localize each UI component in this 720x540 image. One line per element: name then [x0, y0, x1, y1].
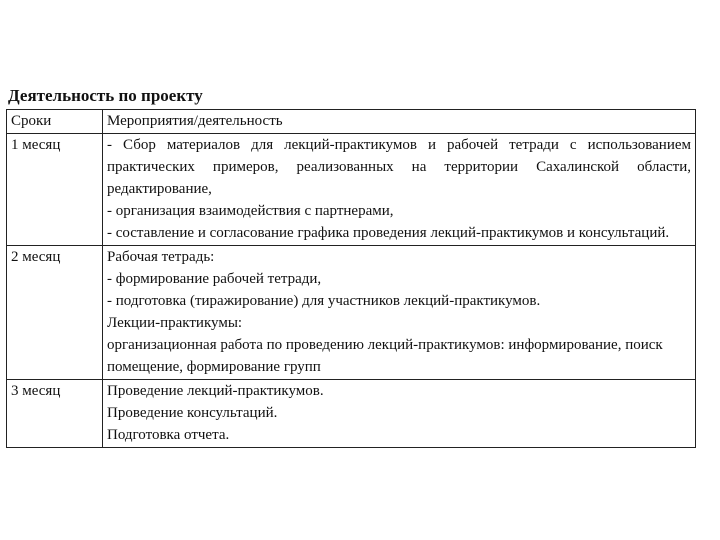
- activity-line: Рабочая тетрадь:: [107, 249, 215, 265]
- term-cell: 1 месяц: [7, 134, 103, 246]
- activities-cell: [103, 134, 696, 246]
- activity-line: Лекции-практикумы:: [107, 315, 243, 331]
- activity-line: - составление и согласование графика проведения лекций-практикумов и консультаций.: [107, 225, 670, 241]
- term-cell: 2 месяц: [7, 246, 103, 380]
- activity-line: - подготовка (тиражирование) для участников лекций-практикумов.: [107, 293, 541, 309]
- activities-cell: [103, 246, 696, 380]
- activity-line: организационная работа по проведению лекций-практикумов: информирование, поиск помещение, формирование групп: [107, 337, 663, 375]
- table-header-row: [7, 110, 696, 134]
- table-row: [7, 246, 696, 380]
- project-activity-table: [6, 109, 696, 448]
- activities-cell: [103, 380, 696, 448]
- activity-line: - организация взаимодействия с партнерами,: [107, 203, 394, 219]
- activity-line: Проведение консультаций.: [107, 405, 278, 421]
- header-term: Сроки: [7, 110, 103, 134]
- table-row: [7, 380, 696, 448]
- table-row: [7, 134, 696, 246]
- header-activities: Мероприятия/деятельность: [103, 110, 696, 134]
- activity-line: - формирование рабочей тетради,: [107, 271, 322, 287]
- activity-line: - Сбор материалов для лекций-практикумов и рабочей тетради с использованием практических примеров, реализованных на территории Сахалинской области, редактирование,: [107, 137, 691, 197]
- activity-line: Подготовка отчета.: [107, 427, 230, 443]
- document-title: Деятельность по проекту: [8, 86, 203, 105]
- term-cell: 3 месяц: [7, 380, 103, 448]
- activity-line: Проведение лекций-практикумов.: [107, 383, 324, 399]
